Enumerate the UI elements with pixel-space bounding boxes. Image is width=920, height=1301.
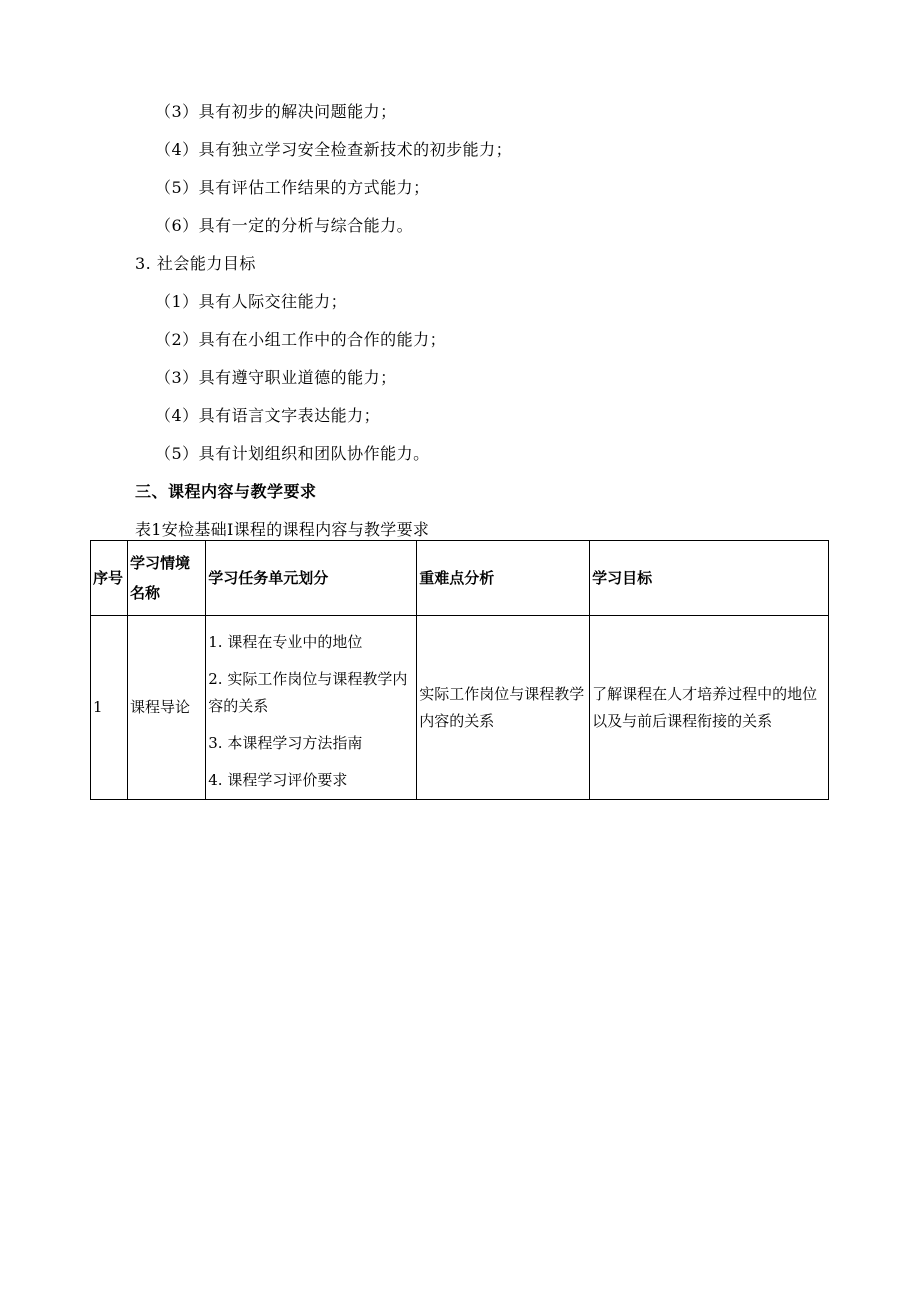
header-tasks: 学习任务单元划分	[206, 541, 417, 616]
cell-difficulty: 实际工作岗位与课程教学内容的关系	[417, 616, 590, 800]
cell-index: 1	[91, 616, 128, 800]
cell-goal: 了解课程在人才培养过程中的地位以及与前后课程衔接的关系	[590, 616, 829, 800]
social-item-3: （3）具有遵守职业道德的能力；	[155, 368, 397, 387]
task-item: 4. 课程学习评价要求	[208, 771, 348, 789]
cell-situation: 课程导论	[128, 616, 206, 800]
header-index: 序号	[91, 541, 128, 616]
header-goal: 学习目标	[590, 541, 829, 616]
ability-item-6: （6）具有一定的分析与综合能力。	[155, 216, 414, 235]
social-item-1: （1）具有人际交往能力；	[155, 292, 348, 311]
task-item: 1. 课程在专业中的地位	[208, 633, 363, 651]
task-item: 3. 本课程学习方法指南	[208, 734, 363, 752]
task-item: 2. 实际工作岗位与课程教学内容的关系	[208, 670, 408, 715]
ability-item-3: （3）具有初步的解决问题能力；	[155, 102, 397, 121]
header-difficulty: 重难点分析	[417, 541, 590, 616]
cell-tasks	[206, 616, 417, 800]
social-item-2: （2）具有在小组工作中的合作的能力；	[155, 330, 447, 349]
ability-item-5: （5）具有评估工作结果的方式能力；	[155, 178, 430, 197]
header-situation: 学习情境名称	[128, 541, 206, 616]
course-content-table	[90, 540, 829, 800]
social-ability-heading: 3. 社会能力目标	[135, 254, 256, 273]
table-row	[91, 616, 829, 800]
social-item-4: （4）具有语言文字表达能力；	[155, 406, 381, 425]
table-caption: 表1安检基础I课程的课程内容与教学要求	[135, 520, 430, 539]
social-item-5: （5）具有计划组织和团队协作能力。	[155, 444, 430, 463]
table-header-row	[91, 541, 829, 616]
section-heading: 三、课程内容与教学要求	[135, 482, 317, 501]
ability-item-4: （4）具有独立学习安全检查新技术的初步能力；	[155, 140, 513, 159]
